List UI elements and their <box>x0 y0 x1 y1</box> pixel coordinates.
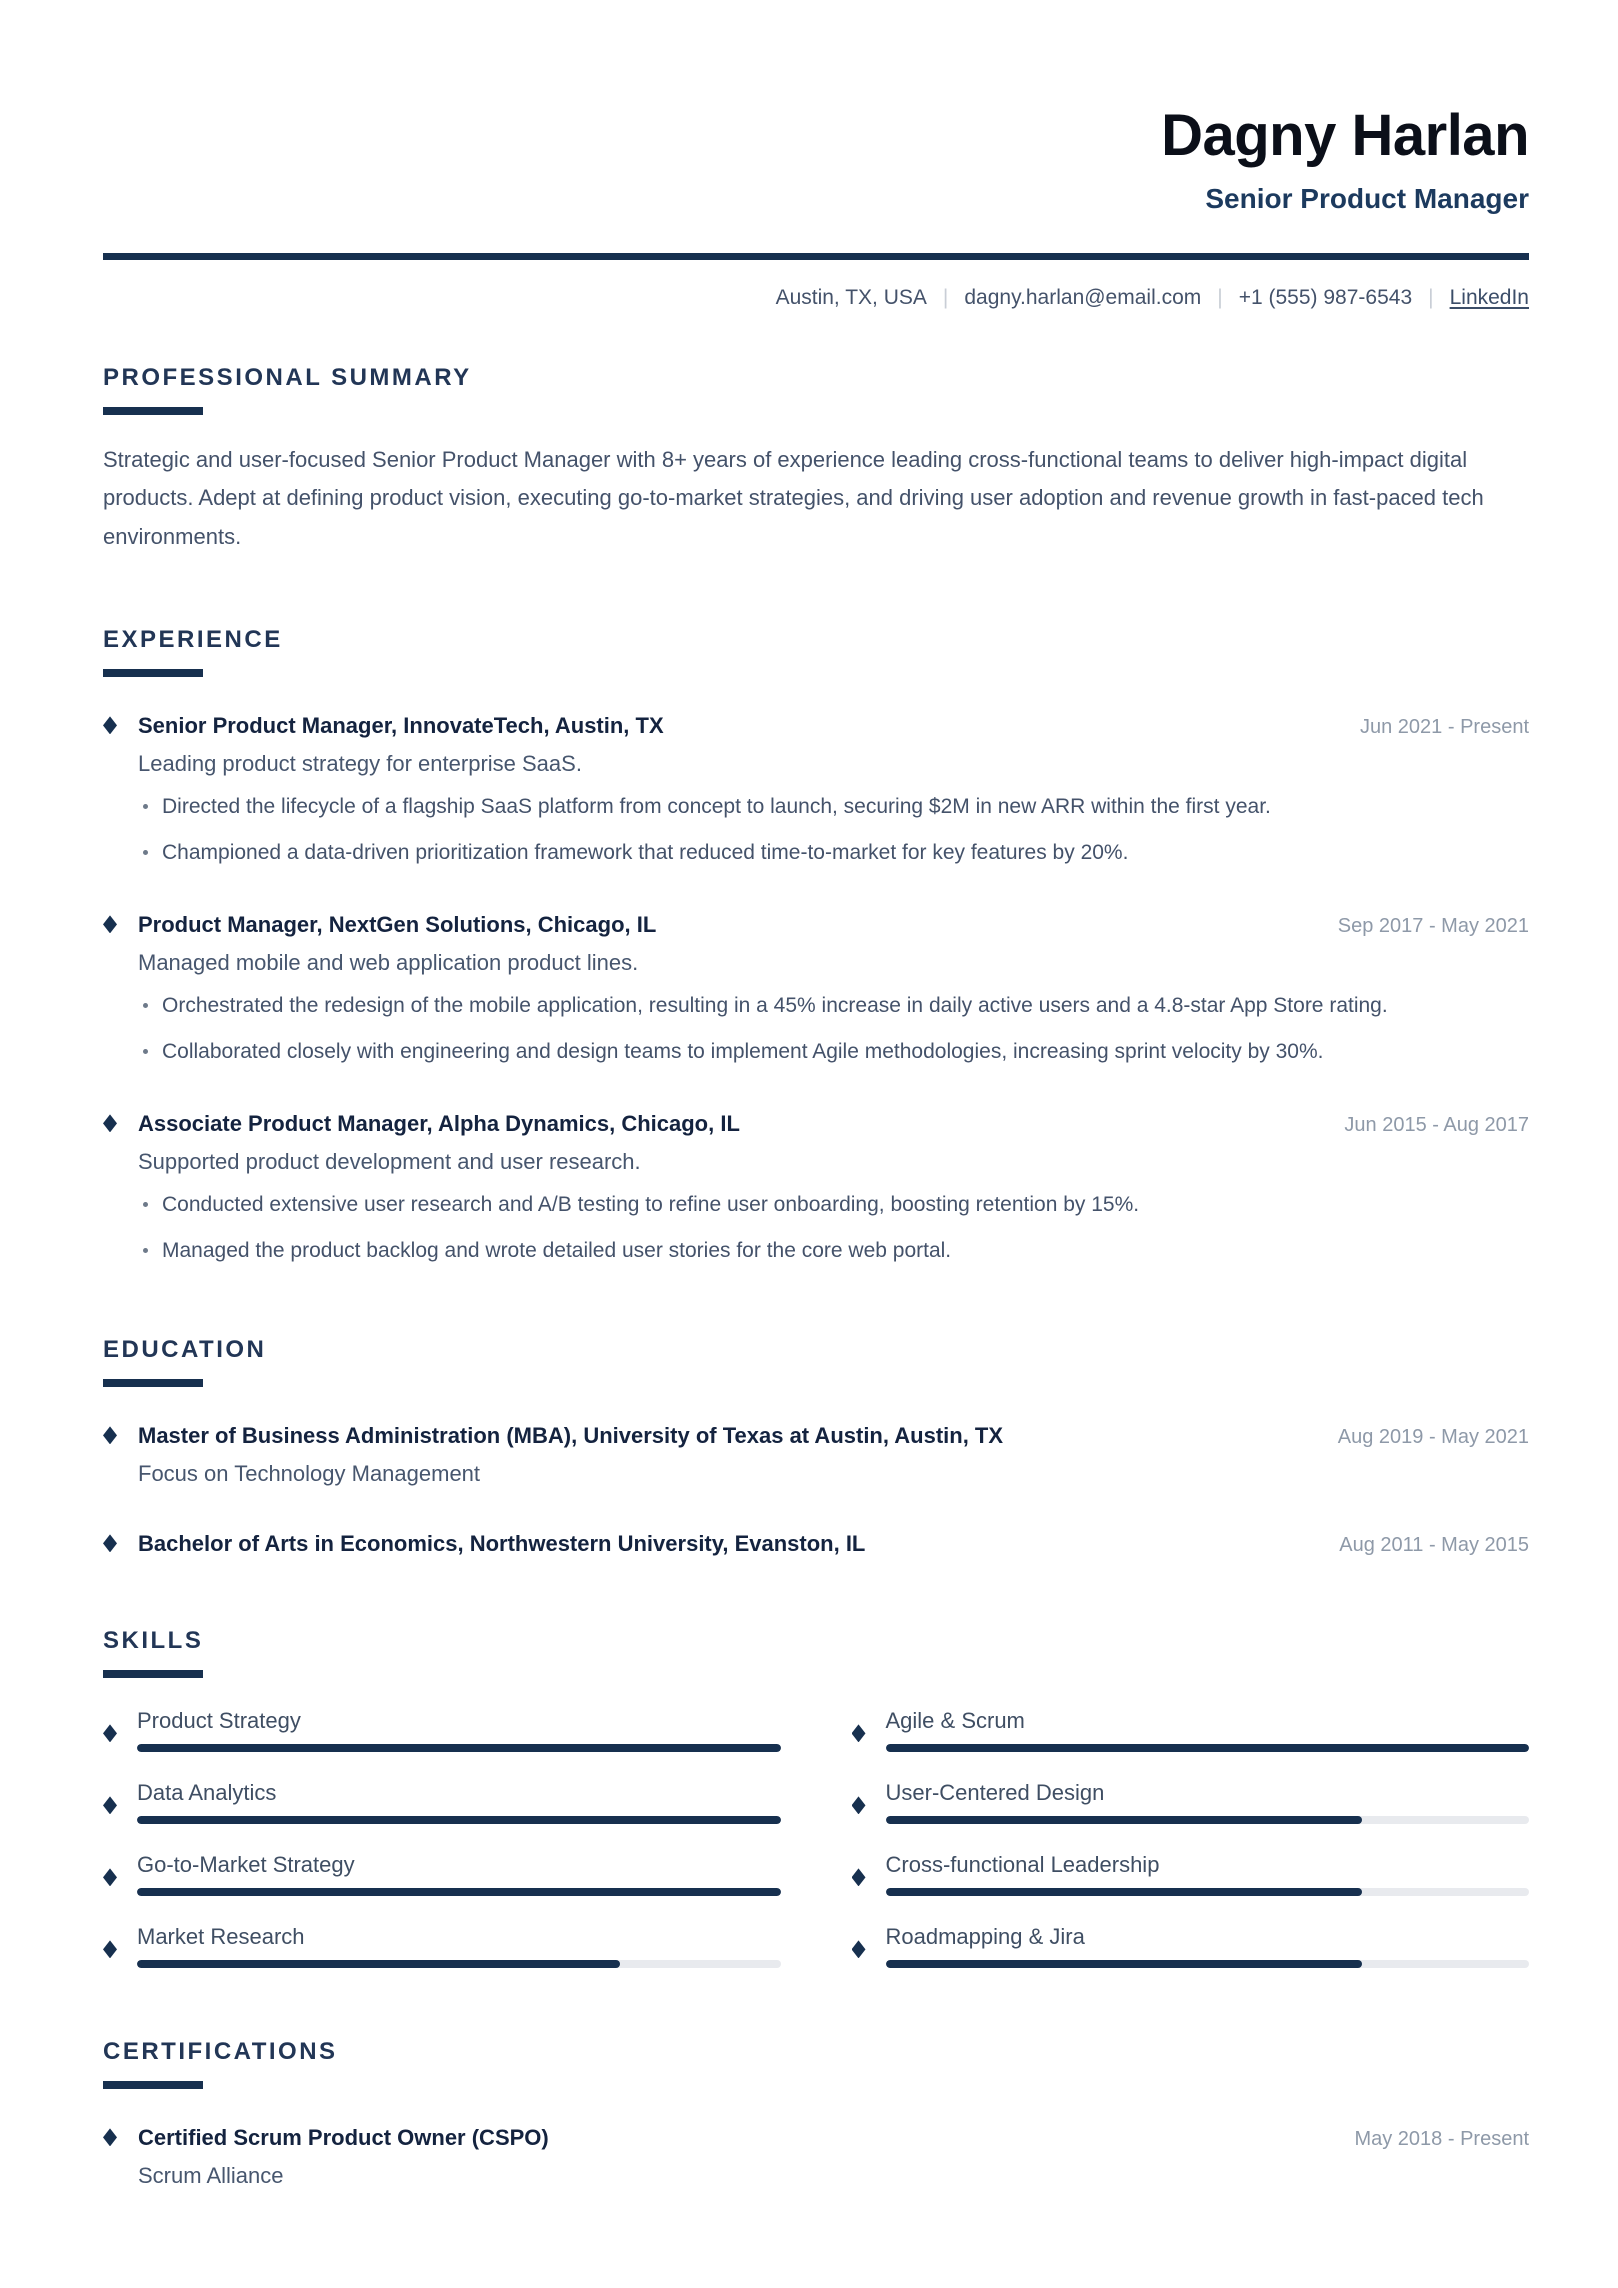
entry-date: Aug 2019 - May 2021 <box>1337 1426 1529 1449</box>
skill-progress-track <box>137 1816 781 1824</box>
entry-subtitle: Leading product strategy for enterprise SaaS. <box>138 751 582 777</box>
diamond-bullet-icon <box>103 2128 117 2146</box>
summary-text: Strategic and user-focused Senior Product Manager with 8+ years of experience leading cross-functional teams to deliver high-impact digital products. Adept at defining product vision, executing go-to-market strategies, and driving user adoption and revenue growth in fast-paced tech environments. <box>103 446 1484 549</box>
entry-title: Associate Product Manager, Alpha Dynamics, Chicago, IL <box>138 1111 740 1137</box>
entry-date: May 2018 - Present <box>1354 2128 1529 2151</box>
skill-item <box>103 1852 781 1896</box>
diamond-bullet-icon <box>103 716 117 734</box>
entry-date: Sep 2017 - May 2021 <box>1337 915 1529 938</box>
contact-separator: | <box>942 285 949 309</box>
bullet-dot-icon <box>143 1049 148 1054</box>
section-professional-summary <box>103 364 1529 557</box>
skill-progress-track <box>137 1744 781 1752</box>
entry-bullet: Directed the lifecycle of a flagship SaaS platform from concept to launch, securing $2M in new ARR within the first year. <box>138 791 1529 823</box>
entry-title: Product Manager, NextGen Solutions, Chicago, IL <box>138 912 657 938</box>
bullet-dot-icon <box>143 804 148 809</box>
resume-header <box>103 103 1529 310</box>
skill-progress-track <box>886 1744 1530 1752</box>
candidate-name: Dagny Harlan <box>1161 103 1529 168</box>
skill-label: Go-to-Market Strategy <box>137 1852 355 1878</box>
skill-progress-fill <box>137 1816 781 1824</box>
section-heading: PROFESSIONAL SUMMARY <box>103 363 472 391</box>
skill-progress-fill <box>137 1960 620 1968</box>
skill-item <box>103 1924 781 1968</box>
diamond-bullet-icon <box>103 915 117 933</box>
section-heading-underline <box>103 669 203 677</box>
diamond-bullet-icon <box>103 1940 117 1958</box>
diamond-bullet-icon <box>852 1796 866 1814</box>
skill-progress-fill <box>886 1888 1362 1896</box>
entry-date: Jun 2015 - Aug 2017 <box>1344 1114 1529 1137</box>
linkedin-link[interactable]: LinkedIn <box>1449 285 1529 309</box>
contact-separator: | <box>1217 285 1223 309</box>
section-education <box>103 1336 1529 1557</box>
entry-subtitle: Focus on Technology Management <box>138 1461 481 1487</box>
education-entry <box>103 1531 1529 1557</box>
skill-label: Roadmapping & Jira <box>885 1924 1085 1950</box>
bullet-dot-icon <box>143 850 148 855</box>
entry-bullet: Managed the product backlog and wrote detailed user stories for the core web portal. <box>138 1235 1529 1267</box>
section-heading: EXPERIENCE <box>103 626 283 654</box>
diamond-bullet-icon <box>103 1868 117 1886</box>
skill-progress-fill <box>886 1816 1362 1824</box>
skill-item <box>852 1708 1530 1752</box>
entry-title: Master of Business Administration (MBA), University of Texas at Austin, Austin, TX <box>138 1423 1004 1449</box>
skill-label: Agile & Scrum <box>885 1708 1025 1734</box>
candidate-job-title: Senior Product Manager <box>1205 182 1529 214</box>
entry-date: Aug 2011 - May 2015 <box>1339 1534 1529 1557</box>
section-heading: SKILLS <box>103 1627 204 1655</box>
skill-progress-fill <box>137 1744 781 1752</box>
certification-entry <box>103 2125 1529 2189</box>
entry-subtitle: Managed mobile and web application product lines. <box>138 950 639 976</box>
entry-subtitle: Scrum Alliance <box>138 2163 284 2189</box>
contact-line <box>103 286 1529 310</box>
section-heading-underline <box>103 407 203 415</box>
header-divider <box>103 253 1529 260</box>
section-heading-underline <box>103 1379 203 1387</box>
skill-label: User-Centered Design <box>885 1780 1105 1806</box>
skill-item <box>852 1852 1530 1896</box>
skill-item <box>103 1708 781 1752</box>
skill-progress-track <box>137 1888 781 1896</box>
diamond-bullet-icon <box>103 1796 117 1814</box>
entry-bullet: Collaborated closely with engineering and design teams to implement Agile methodologies, increasing sprint velocity by 30%. <box>138 1036 1529 1068</box>
contact-location: Austin, TX, USA <box>775 285 927 309</box>
section-certifications <box>103 2038 1529 2189</box>
entry-bullet: Championed a data-driven prioritization framework that reduced time-to-market for key features by 20%. <box>138 837 1529 869</box>
skill-item <box>852 1780 1530 1824</box>
skill-progress-fill <box>886 1744 1530 1752</box>
section-heading-underline <box>103 1670 203 1678</box>
entry-title: Certified Scrum Product Owner (CSPO) <box>138 2125 549 2151</box>
diamond-bullet-icon <box>852 1724 866 1742</box>
diamond-bullet-icon <box>852 1868 866 1886</box>
skill-progress-track <box>886 1888 1530 1896</box>
skill-label: Market Research <box>137 1924 305 1950</box>
section-heading: CERTIFICATIONS <box>103 2038 338 2066</box>
section-skills <box>103 1627 1529 1968</box>
diamond-bullet-icon <box>103 1426 117 1444</box>
education-entry <box>103 1423 1529 1487</box>
contact-separator: | <box>1428 285 1434 309</box>
skill-label: Data Analytics <box>137 1780 277 1806</box>
entry-title: Senior Product Manager, InnovateTech, Austin, TX <box>138 713 664 739</box>
skill-item <box>852 1924 1530 1968</box>
skill-label: Product Strategy <box>137 1708 301 1734</box>
bullet-dot-icon <box>143 1248 148 1253</box>
experience-entry <box>103 912 1529 1067</box>
diamond-bullet-icon <box>103 1534 117 1552</box>
section-heading: EDUCATION <box>103 1336 267 1364</box>
skill-progress-track <box>886 1960 1530 1968</box>
skill-progress-track <box>137 1960 781 1968</box>
diamond-bullet-icon <box>103 1114 117 1132</box>
contact-email: dagny.harlan@email.com <box>964 285 1202 309</box>
skill-progress-track <box>886 1816 1530 1824</box>
entry-title: Bachelor of Arts in Economics, Northwestern University, Evanston, IL <box>138 1531 866 1557</box>
entry-date: Jun 2021 - Present <box>1360 716 1529 739</box>
section-heading-underline <box>103 2081 203 2089</box>
entry-bullet: Orchestrated the redesign of the mobile application, resulting in a 45% increase in daily active users and a 4.8-star App Store rating. <box>138 990 1529 1022</box>
skill-progress-fill <box>137 1888 781 1896</box>
experience-entry <box>103 1111 1529 1266</box>
experience-entry <box>103 713 1529 868</box>
bullet-dot-icon <box>143 1202 148 1207</box>
bullet-dot-icon <box>143 1003 148 1008</box>
contact-phone: +1 (555) 987-6543 <box>1238 285 1413 309</box>
entry-bullet: Conducted extensive user research and A/B testing to refine user onboarding, boosting retention by 15%. <box>138 1189 1529 1221</box>
diamond-bullet-icon <box>852 1940 866 1958</box>
diamond-bullet-icon <box>103 1724 117 1742</box>
skills-grid <box>103 1708 1529 1968</box>
skill-item <box>103 1780 781 1824</box>
skill-progress-fill <box>886 1960 1362 1968</box>
entry-subtitle: Supported product development and user research. <box>138 1149 641 1175</box>
skill-label: Cross-functional Leadership <box>885 1852 1160 1878</box>
section-experience <box>103 626 1529 1266</box>
